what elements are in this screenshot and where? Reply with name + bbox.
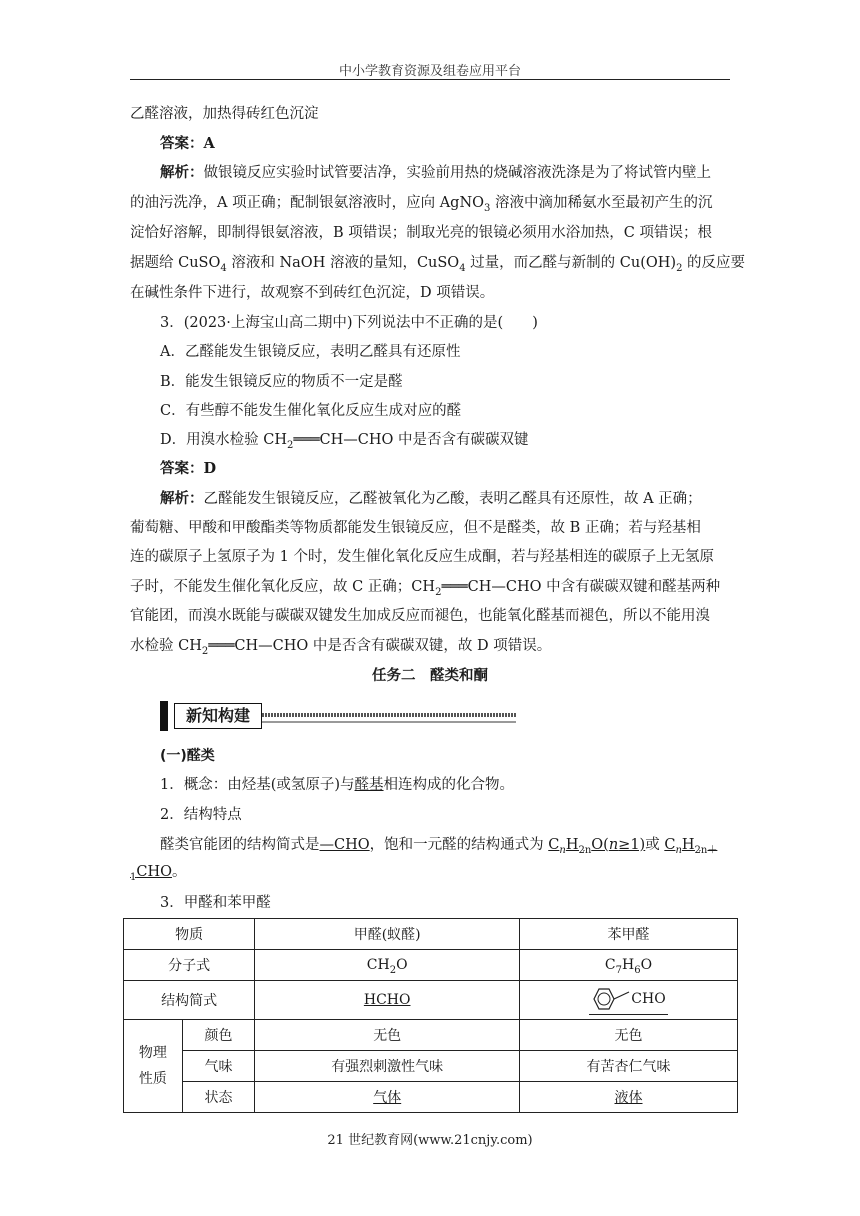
table-cell: HCHO	[255, 981, 520, 1020]
table-cell: $C_7H_6O$	[520, 950, 738, 981]
page-header: 中小学教育资源及组卷应用平台	[338, 64, 521, 79]
structure-line-cont: $_1$CHO。	[130, 864, 187, 883]
table-cell: CHO	[520, 981, 738, 1020]
explanation-line: 的油污洗净，A 项正确；配制银氨溶液时，应向 AgNO$_3$ 溶液中滴加稀氨水至最初产生的沉	[130, 195, 713, 214]
subsection-title: (一)醛类	[160, 748, 215, 764]
concept-line: 1．概念：由烃基(或氢原子)与醛基相连构成的化合物。	[160, 777, 515, 793]
table-group-cell: 物理 性质	[124, 1020, 183, 1113]
explanation-line: 子时，不能发生催化氧化反应，故 C 正确；$CH_2═══CH—CHO$ 中含有碳碳双键和醛基两种	[130, 579, 721, 598]
page-footer: 21 世纪教育网(www.21cnjy.com)	[327, 1133, 533, 1148]
table-cell: 有苦杏仁气味	[520, 1051, 738, 1082]
table-row	[124, 981, 738, 1020]
explanation-line: 连的碳原子上氢原子为 1 个时，发生催化氧化反应生成酮，若与羟基相连的碳原子上无氢原	[130, 549, 714, 565]
table-row	[124, 1020, 738, 1051]
table-cell: 无色	[255, 1020, 520, 1051]
table-header-cell: 苯甲醛	[520, 919, 738, 950]
properties-table	[123, 918, 738, 1113]
table-cell: 无色	[520, 1020, 738, 1051]
table-row	[124, 950, 738, 981]
structure-line: 醛类官能团的结构简式是—CHO，饱和一元醛的结构通式为 $C_nH_{2n}O(n\ge 1)$或 $C_nH_{2n+}$	[160, 837, 718, 856]
benzene-ring-icon	[591, 986, 631, 1012]
explanation-line: 在碱性条件下进行，故观察不到砖红色沉淀，D 项错误。	[130, 285, 495, 301]
answer-line: 答案：D	[160, 460, 217, 477]
subsection-item: 2．结构特点	[160, 807, 242, 823]
table-cell: 状态	[182, 1082, 255, 1113]
table-cell: $CH_2O$	[255, 950, 520, 981]
section-badge	[160, 701, 516, 731]
option-c: C．有些醇不能发生催化氧化反应生成对应的醛	[160, 403, 462, 419]
badge-rule-lower	[262, 721, 516, 723]
badge-rule	[262, 713, 516, 717]
table-cell: 气味	[182, 1051, 255, 1082]
table-cell: 液体	[520, 1082, 738, 1113]
table-cell: 分子式	[124, 950, 255, 981]
badge-bar	[160, 701, 168, 731]
explanation-line: 解析：做银镜反应实验时试管要洁净，实验前用热的烧碱溶液洗涤是为了将试管内壁上	[160, 164, 711, 181]
question-stem: 3．(2023·上海宝山高二期中)下列说法中不正确的是( )	[160, 315, 538, 331]
table-row	[124, 919, 738, 950]
table-cell: 结构简式	[124, 981, 255, 1020]
explanation-line: 据题给 CuSO$_4$ 溶液和 NaOH 溶液的量知，CuSO$_4$ 过量，而乙醛与新制的 $Cu(OH)_2$ 的反应要	[130, 255, 746, 274]
option-a: A．乙醛能发生银镜反应，表明乙醛具有还原性	[160, 344, 461, 360]
header-rule	[130, 79, 730, 80]
explanation-line: 淀恰好溶解，即制得银氨溶液，B 项错误；制取光亮的银镜必须用水浴加热，C 项错误；根	[130, 225, 712, 241]
table-cell: 气体	[255, 1082, 520, 1113]
task-title: 任务二 醛类和酮	[372, 667, 488, 684]
explanation-line: 葡萄糖、甲酸和甲酸酯类等物质都能发生银镜反应，但不是醛类，故 B 正确；若与羟基相	[130, 520, 701, 536]
table-row	[124, 1051, 738, 1082]
option-b: B．能发生银镜反应的物质不一定是醛	[160, 374, 403, 390]
table-row	[124, 1082, 738, 1113]
explanation-line: 解析：乙醛能发生银镜反应，乙醛被氧化为乙酸，表明乙醛具有还原性，故 A 正确；	[160, 490, 702, 507]
explanation-line: 水检验 $CH_2═══CH—CHO$ 中是否含有碳碳双键，故 D 项错误。	[130, 638, 552, 657]
table-header-cell: 甲醛(蚁醛)	[255, 919, 520, 950]
text-line: 乙醛溶液，加热得砖红色沉淀	[130, 106, 319, 122]
badge-label: 新知构建	[174, 703, 262, 729]
subsection-item: 3．甲醛和苯甲醛	[160, 895, 271, 911]
option-d: D．用溴水检验 $CH_2═══CH—CHO$ 中是否含有碳碳双键	[160, 432, 529, 451]
table-cell: 颜色	[182, 1020, 255, 1051]
explanation-line: 官能团，而溴水既能与碳碳双键发生加成反应而褪色，也能氧化醛基而褪色，所以不能用溴	[130, 608, 710, 624]
table-cell: 有强烈刺激性气味	[255, 1051, 520, 1082]
answer-line: 答案：A	[160, 135, 215, 152]
table-header-cell: 物质	[124, 919, 255, 950]
